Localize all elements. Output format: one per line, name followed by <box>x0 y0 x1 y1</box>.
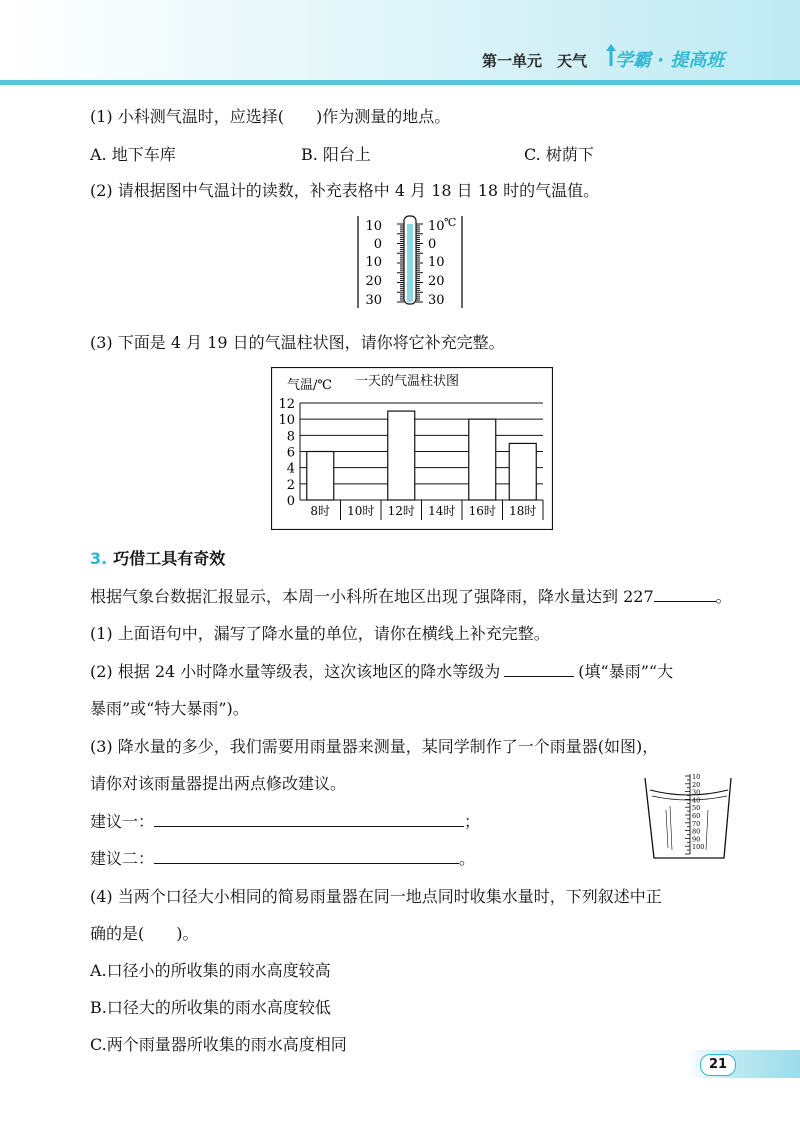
suggestion-1-end: ； <box>464 812 481 831</box>
q3-choice-b: B.口径大的所收集的雨水高度较低 <box>90 998 331 1017</box>
level-answer-blank[interactable] <box>504 662 574 677</box>
unit-answer-blank[interactable] <box>654 587 716 602</box>
chart-bar <box>388 411 415 500</box>
suggestion-2-blank[interactable] <box>154 849 459 864</box>
gauge-scale-label: 20 <box>692 780 701 789</box>
suggestion-1-blank[interactable] <box>154 812 464 827</box>
q2-part1: (1) 小科测气温时，应选择( )作为测量的地点。 <box>90 107 451 126</box>
gauge-scale-label: 90 <box>692 835 701 844</box>
chart-ytick-label: 2 <box>286 477 295 493</box>
gauge-scale-label: 40 <box>692 796 701 805</box>
chart-ylabel: 气温/℃ <box>287 378 332 393</box>
chart-bar <box>509 443 536 500</box>
thermo-unit: ℃ <box>444 216 457 229</box>
gauge-scale-label: 80 <box>692 827 701 836</box>
chart-ytick-label: 6 <box>286 445 295 461</box>
section-title: 巧借工具有奇效 <box>113 549 226 568</box>
chart-xtick-label: 12时 <box>387 504 415 518</box>
thermo-right-label: 30 <box>428 293 445 308</box>
thermo-right-label: 10 <box>428 219 445 234</box>
thermo-right-label: 0 <box>428 237 437 252</box>
header-rule <box>0 80 800 85</box>
temperature-bar-chart <box>271 367 553 530</box>
chart-ytick-label: 0 <box>286 494 295 509</box>
chart-xtick-label: 18时 <box>509 504 537 518</box>
thermo-left-label: 20 <box>365 274 382 289</box>
q2-option-a: A. 地下车库 <box>90 145 176 164</box>
q3-intro-text: 根据气象台数据汇报显示，本周一小科所在地区出现了强降雨，降水量达到 227 <box>90 587 654 606</box>
gauge-scale-label: 70 <box>692 819 701 828</box>
chart-bar <box>307 452 334 501</box>
gauge-scale-label: 10 <box>692 773 701 781</box>
chart-xtick-label: 14时 <box>428 504 456 518</box>
thermo-right-label: 20 <box>428 274 445 289</box>
q3-part3-cont: 请你对该雨量器提出两点修改建议。 <box>90 774 347 793</box>
q2-part2: (2) 请根据图中气温计的读数，补充表格中 4 月 18 日 18 时的气温值。 <box>90 181 600 200</box>
q2-option-c: C. 树荫下 <box>524 145 594 164</box>
q3-part2-text: (2) 根据 24 小时降水量等级表，这次该地区的降水等级为 <box>90 662 501 681</box>
gauge-scale-label: 50 <box>692 804 701 813</box>
section-number: 3. <box>90 549 108 568</box>
thermo-left-label: 0 <box>373 237 382 252</box>
q3-part4-cont: 确的是( )。 <box>90 924 199 943</box>
unit-title: 第一单元 天气 <box>482 52 588 70</box>
rain-gauge-figure <box>640 770 735 865</box>
q3-intro <box>90 584 732 607</box>
chart-ytick-label: 4 <box>286 461 295 477</box>
brand-label: 学霸 · 提高班 <box>615 50 725 71</box>
suggestion-2 <box>90 846 475 869</box>
thermo-right-label: 10 <box>428 255 445 270</box>
suggestion-1 <box>90 809 480 832</box>
gauge-scale-label: 100 <box>692 843 705 852</box>
q3-part2-hint: (填“暴雨”“大 <box>578 662 674 681</box>
q3-part2-cont: 暴雨”或“特大暴雨”)。 <box>90 699 249 718</box>
chart-xtick-label: 10时 <box>347 504 375 518</box>
page-number: 21 <box>700 1054 736 1076</box>
chart-ytick-label: 8 <box>286 429 295 445</box>
chart-ytick-label: 10 <box>278 413 295 429</box>
suggestion-1-label: 建议一： <box>90 812 155 831</box>
q3-choice-a: A.口径小的所收集的雨水高度较高 <box>90 961 331 980</box>
thermo-left-label: 10 <box>365 255 382 270</box>
q3-choice-c: C.两个雨量器所收集的雨水高度相同 <box>90 1035 347 1054</box>
q2-option-b: B. 阳台上 <box>301 145 371 164</box>
q3-part4: (4) 当两个口径大小相同的简易雨量器在同一地点同时收集水量时，下列叙述中正 <box>90 887 662 906</box>
thermo-left-label: 10 <box>365 219 382 234</box>
suggestion-2-end: 。 <box>459 849 476 868</box>
suggestion-2-label: 建议二： <box>90 849 155 868</box>
thermo-left-label: 30 <box>365 293 382 308</box>
chart-bar <box>469 419 496 500</box>
gauge-scale-label: 60 <box>692 812 701 820</box>
chart-title: 一天的气温柱状图 <box>355 374 460 389</box>
gauge-scale-label: 30 <box>692 788 701 797</box>
q2-part3: (3) 下面是 4 月 19 日的气温柱状图，请你将它补充完整。 <box>90 333 505 352</box>
q3-part1: (1) 上面语句中，漏写了降水量的单位，请你在横线上补充完整。 <box>90 624 550 643</box>
q3-intro-end: 。 <box>715 587 732 606</box>
q3-part3: (3) 降水量的多少，我们需要用雨量器来测量，某同学制作了一个雨量器(如图)， <box>90 737 659 756</box>
q3-part2 <box>90 659 673 682</box>
chart-ytick-label: 12 <box>278 397 295 412</box>
chart-xtick-label: 8时 <box>310 504 331 518</box>
section-3-heading <box>90 546 225 569</box>
thermometer-figure <box>340 212 480 312</box>
chart-xtick-label: 16时 <box>468 504 496 518</box>
